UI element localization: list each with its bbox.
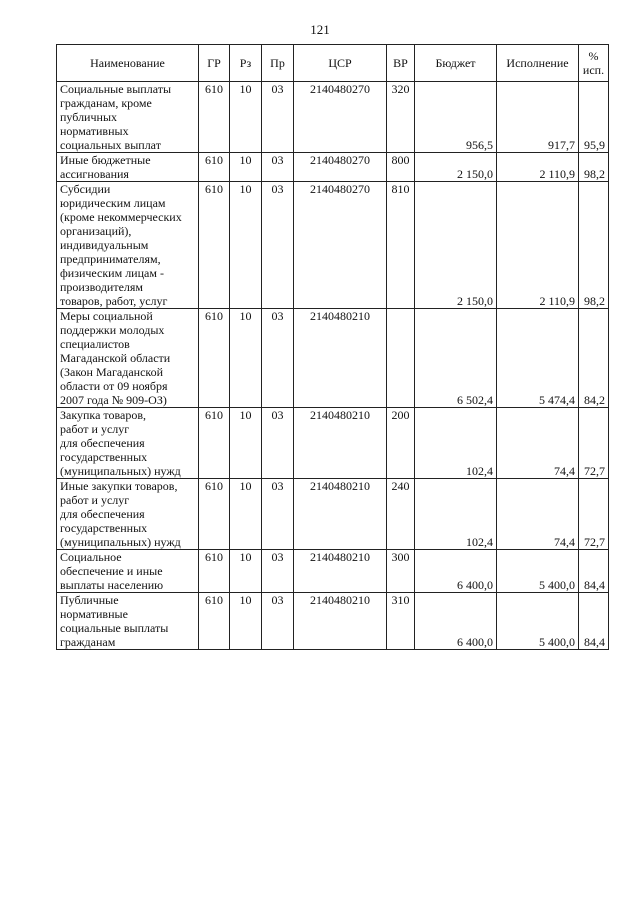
row-name-line: гражданам bbox=[60, 635, 116, 649]
header-gr: ГР bbox=[199, 45, 230, 82]
row-name bbox=[57, 82, 199, 153]
row-pr: 03 bbox=[262, 82, 294, 153]
row-name-line: юридическим лицам bbox=[60, 196, 166, 210]
row-rz: 10 bbox=[230, 309, 262, 408]
row-vr: 800 bbox=[387, 153, 415, 182]
row-name-line: нормативных bbox=[60, 124, 129, 138]
row-name bbox=[57, 479, 199, 550]
table-row bbox=[57, 82, 609, 153]
header-percent-symbol: % bbox=[588, 49, 599, 63]
row-rz: 10 bbox=[230, 408, 262, 479]
row-vr: 300 bbox=[387, 550, 415, 593]
row-name bbox=[57, 408, 199, 479]
row-name-line: ассигнования bbox=[60, 167, 129, 181]
row-budget: 2 150,0 bbox=[415, 182, 497, 309]
table-row bbox=[57, 182, 609, 309]
row-gr: 610 bbox=[199, 479, 230, 550]
row-name bbox=[57, 182, 199, 309]
row-execution: 2 110,9 bbox=[497, 182, 579, 309]
row-pr: 03 bbox=[262, 153, 294, 182]
row-execution: 917,7 bbox=[497, 82, 579, 153]
row-name-line: товаров, работ, услуг bbox=[60, 294, 168, 308]
row-pr: 03 bbox=[262, 309, 294, 408]
table-row bbox=[57, 479, 609, 550]
row-pr: 03 bbox=[262, 408, 294, 479]
row-name-line: работ и услуг bbox=[60, 493, 130, 507]
row-name-line: Публичные bbox=[60, 593, 119, 607]
row-name-line: социальные выплаты bbox=[60, 621, 169, 635]
header-name: Наименование bbox=[57, 45, 199, 82]
row-name-line: для обеспечения bbox=[60, 507, 145, 521]
row-name-line: индивидуальным bbox=[60, 238, 149, 252]
row-csr: 2140480210 bbox=[294, 309, 387, 408]
row-name-line: предпринимателям, bbox=[60, 252, 161, 266]
row-gr: 610 bbox=[199, 408, 230, 479]
row-percent: 84,4 bbox=[579, 550, 609, 593]
page-number: 121 bbox=[310, 22, 330, 37]
row-name-line: обеспечение и иные bbox=[60, 564, 163, 578]
header-execution: Исполнение bbox=[497, 45, 579, 82]
row-name-line: (Закон Магаданской bbox=[60, 365, 164, 379]
row-budget: 956,5 bbox=[415, 82, 497, 153]
row-name-line: государственных bbox=[60, 521, 148, 535]
row-name-line: публичных bbox=[60, 110, 117, 124]
row-execution: 74,4 bbox=[497, 408, 579, 479]
row-csr: 2140480210 bbox=[294, 408, 387, 479]
row-name-line: производителям bbox=[60, 280, 144, 294]
header-percent bbox=[579, 45, 609, 82]
row-name-line: Иные закупки товаров, bbox=[60, 479, 178, 493]
row-budget: 102,4 bbox=[415, 479, 497, 550]
table-header-row bbox=[57, 45, 609, 82]
row-name-line: 2007 года № 909-ОЗ) bbox=[60, 393, 167, 407]
row-budget: 6 502,4 bbox=[415, 309, 497, 408]
row-name-line: социальных выплат bbox=[60, 138, 161, 152]
row-percent: 84,4 bbox=[579, 593, 609, 650]
row-rz: 10 bbox=[230, 82, 262, 153]
row-rz: 10 bbox=[230, 182, 262, 309]
row-execution: 5 400,0 bbox=[497, 593, 579, 650]
row-name-line: для обеспечения bbox=[60, 436, 145, 450]
row-budget: 102,4 bbox=[415, 408, 497, 479]
row-percent: 98,2 bbox=[579, 182, 609, 309]
row-vr: 310 bbox=[387, 593, 415, 650]
header-percent-label: исп. bbox=[582, 63, 605, 77]
row-name-line: Иные бюджетные bbox=[60, 153, 151, 167]
row-name-line: Меры социальной bbox=[60, 309, 153, 323]
row-name-line: Закупка товаров, bbox=[60, 408, 146, 422]
table-row bbox=[57, 408, 609, 479]
row-gr: 610 bbox=[199, 182, 230, 309]
header-budget: Бюджет bbox=[415, 45, 497, 82]
row-budget: 6 400,0 bbox=[415, 593, 497, 650]
row-name bbox=[57, 593, 199, 650]
budget-execution-table bbox=[56, 44, 609, 650]
row-gr: 610 bbox=[199, 593, 230, 650]
row-percent: 72,7 bbox=[579, 408, 609, 479]
header-csr: ЦСР bbox=[294, 45, 387, 82]
row-name-line: специалистов bbox=[60, 337, 130, 351]
row-name bbox=[57, 550, 199, 593]
row-budget: 6 400,0 bbox=[415, 550, 497, 593]
row-pr: 03 bbox=[262, 479, 294, 550]
row-name-line: Социальные выплаты bbox=[60, 82, 172, 96]
row-csr: 2140480210 bbox=[294, 550, 387, 593]
row-vr: 200 bbox=[387, 408, 415, 479]
row-name bbox=[57, 309, 199, 408]
table-row bbox=[57, 550, 609, 593]
row-csr: 2140480210 bbox=[294, 593, 387, 650]
row-execution: 74,4 bbox=[497, 479, 579, 550]
table-row bbox=[57, 153, 609, 182]
row-pr: 03 bbox=[262, 550, 294, 593]
row-name-line: физическим лицам - bbox=[60, 266, 164, 280]
row-percent: 72,7 bbox=[579, 479, 609, 550]
row-csr: 2140480270 bbox=[294, 82, 387, 153]
row-budget: 2 150,0 bbox=[415, 153, 497, 182]
row-vr: 240 bbox=[387, 479, 415, 550]
row-gr: 610 bbox=[199, 309, 230, 408]
row-name-line: (муниципальных) нужд bbox=[60, 464, 181, 478]
row-vr bbox=[387, 309, 415, 408]
row-percent: 98,2 bbox=[579, 153, 609, 182]
row-execution: 5 474,4 bbox=[497, 309, 579, 408]
row-name-line: выплаты населению bbox=[60, 578, 164, 592]
row-vr: 320 bbox=[387, 82, 415, 153]
row-name-line: работ и услуг bbox=[60, 422, 130, 436]
row-name-line: нормативные bbox=[60, 607, 128, 621]
row-name-line: области от 09 ноября bbox=[60, 379, 168, 393]
row-name-line: поддержки молодых bbox=[60, 323, 165, 337]
row-rz: 10 bbox=[230, 153, 262, 182]
header-vr: ВР bbox=[387, 45, 415, 82]
header-pr: Пр bbox=[262, 45, 294, 82]
row-execution: 2 110,9 bbox=[497, 153, 579, 182]
row-csr: 2140480270 bbox=[294, 153, 387, 182]
row-name-line: организаций), bbox=[60, 224, 132, 238]
row-name-line: (кроме некоммерческих bbox=[60, 210, 182, 224]
row-percent: 95,9 bbox=[579, 82, 609, 153]
row-pr: 03 bbox=[262, 182, 294, 309]
table-row bbox=[57, 309, 609, 408]
row-name-line: Субсидии bbox=[60, 182, 111, 196]
row-name-line: Магаданской области bbox=[60, 351, 171, 365]
row-percent: 84,2 bbox=[579, 309, 609, 408]
row-name-line: гражданам, кроме bbox=[60, 96, 152, 110]
row-pr: 03 bbox=[262, 593, 294, 650]
header-rz: Рз bbox=[230, 45, 262, 82]
row-name bbox=[57, 153, 199, 182]
row-name-line: государственных bbox=[60, 450, 148, 464]
row-rz: 10 bbox=[230, 550, 262, 593]
row-execution: 5 400,0 bbox=[497, 550, 579, 593]
table-row bbox=[57, 593, 609, 650]
row-csr: 2140480270 bbox=[294, 182, 387, 309]
row-gr: 610 bbox=[199, 550, 230, 593]
row-gr: 610 bbox=[199, 153, 230, 182]
row-rz: 10 bbox=[230, 479, 262, 550]
row-vr: 810 bbox=[387, 182, 415, 309]
row-name-line: Социальное bbox=[60, 550, 122, 564]
row-name-line: (муниципальных) нужд bbox=[60, 535, 181, 549]
row-rz: 10 bbox=[230, 593, 262, 650]
row-gr: 610 bbox=[199, 82, 230, 153]
row-csr: 2140480210 bbox=[294, 479, 387, 550]
